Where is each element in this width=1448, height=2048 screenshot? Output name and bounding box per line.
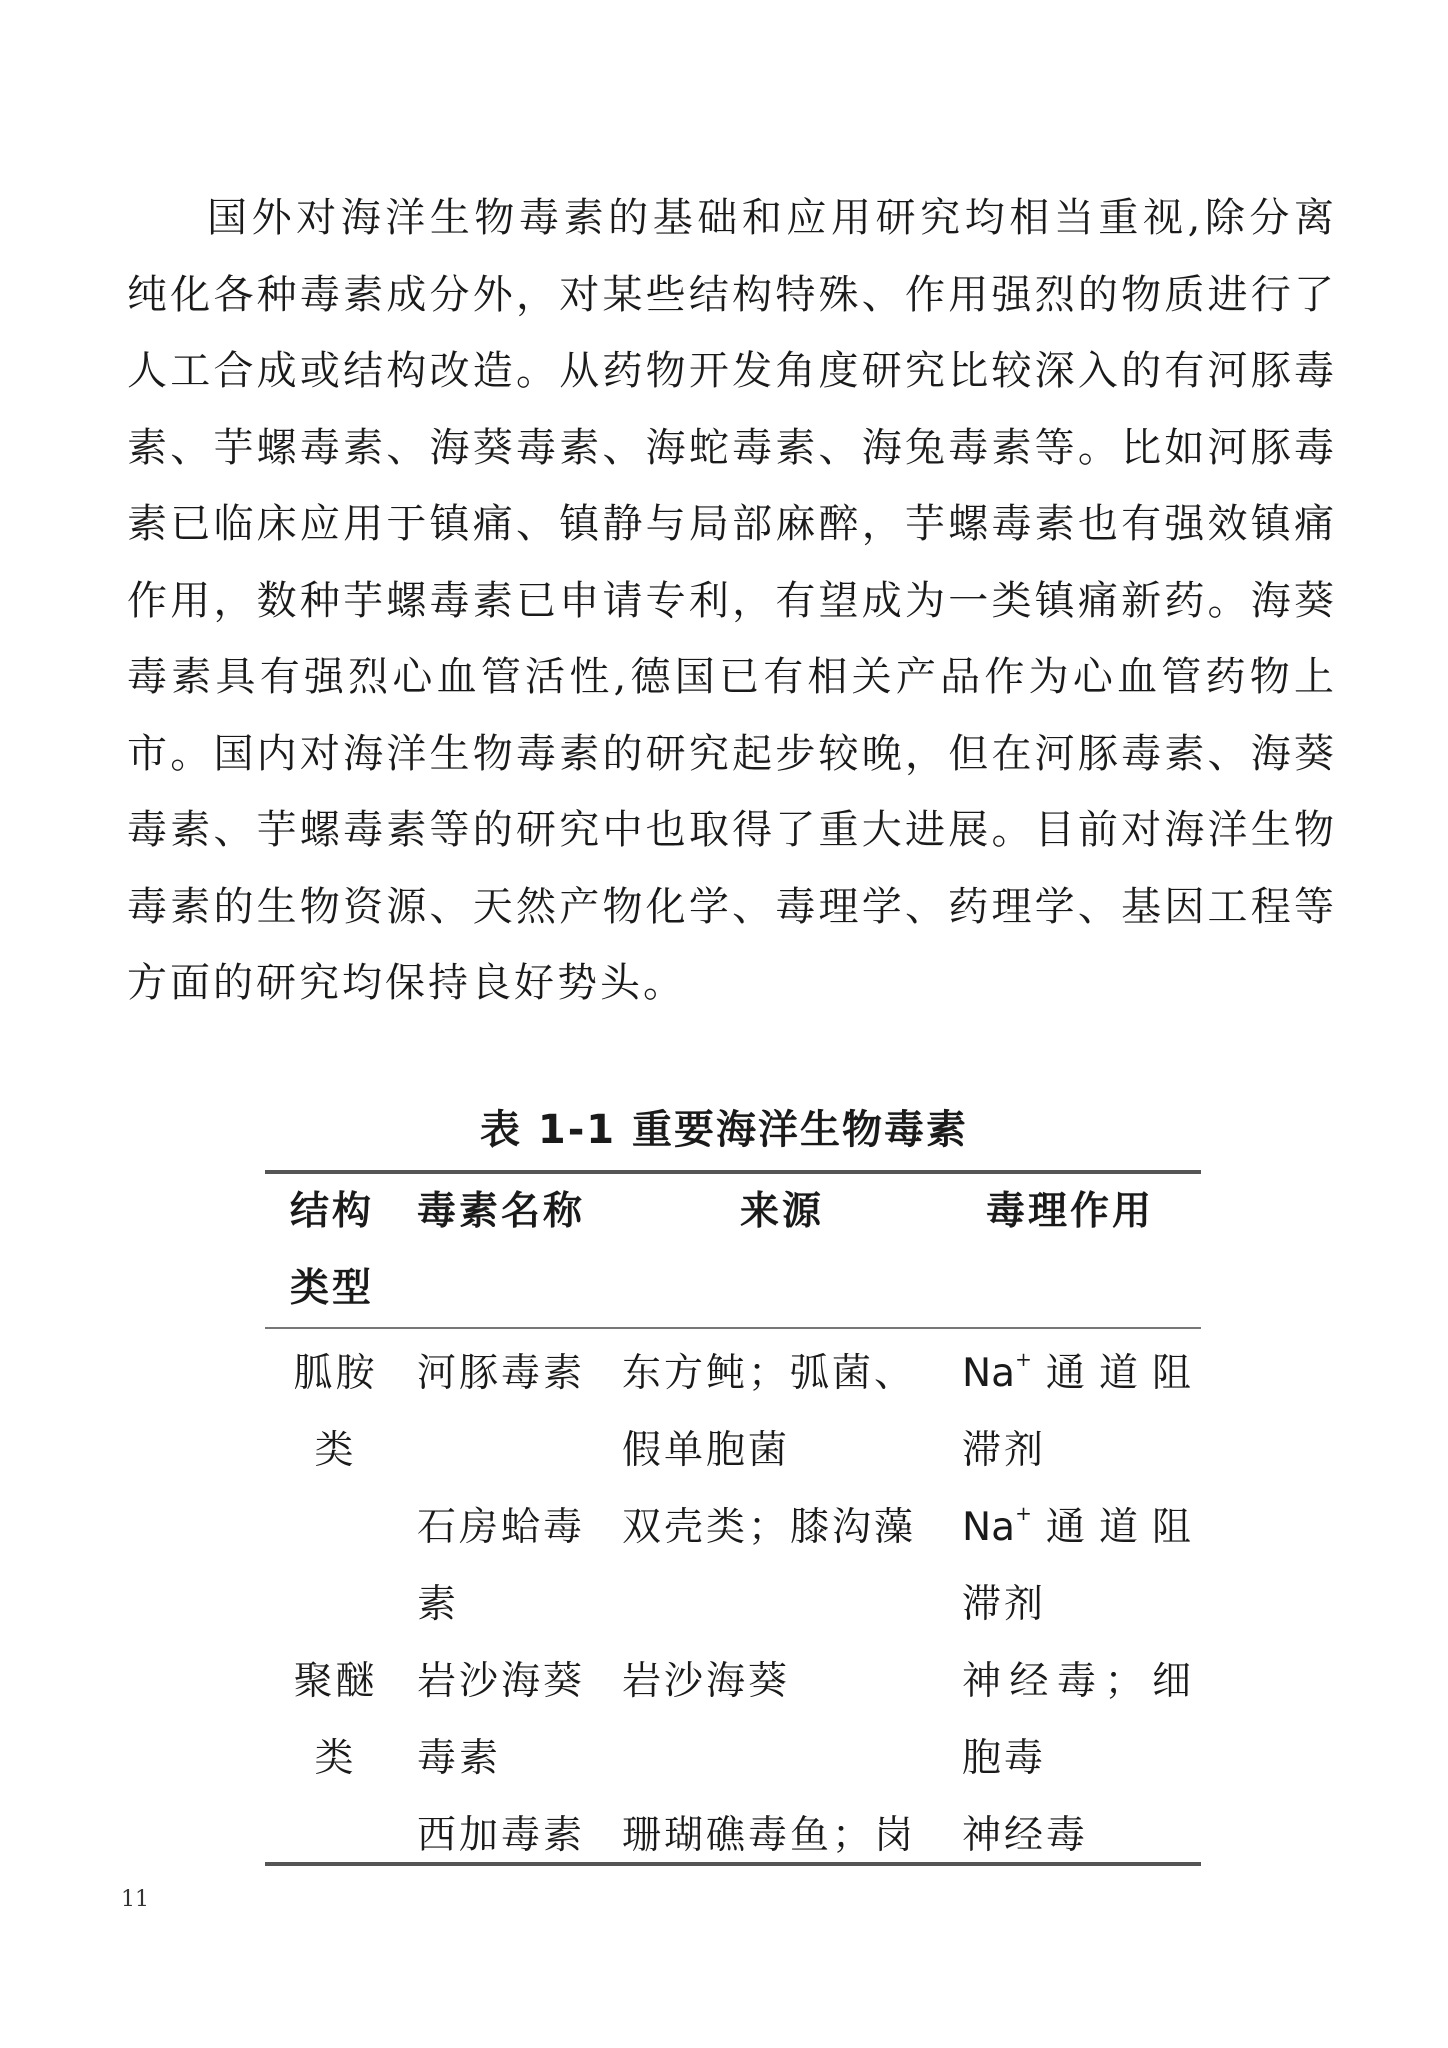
row3-source: 岩沙海葵 bbox=[622, 1659, 791, 1704]
row2-name: 石房蛤毒素 bbox=[417, 1505, 586, 1627]
row4-action: 神经毒 bbox=[962, 1813, 1089, 1858]
row1-action bbox=[962, 1335, 1194, 1489]
row3-structure: 聚醚类 bbox=[293, 1659, 378, 1781]
header-structure-type: 结构类型 bbox=[290, 1189, 375, 1311]
header-toxicological-action: 毒理作用 bbox=[985, 1189, 1154, 1234]
row1-action-text: 通道阻滞剂 bbox=[962, 1351, 1194, 1473]
body-paragraph: 国外对海洋生物毒素的基础和应用研究均相当重视,除分离纯化各种毒素成分外，对某些结构特殊、作用强烈的物质进行了人工合成或结构改造。从药物开发角度研究比较深入的有河豚毒素、芋螺毒素、海葵毒素、海蛇毒素、海兔毒素等。比如河豚毒素已临床应用于镇痛、镇静与局部麻醉，芋螺毒素也有强效镇痛作用，数种芋螺毒素已申请专利，有望成为一类镇痛新药。海葵毒素具有强烈心血管活性,德国已有相关产品作为心血管药物上市。国内对海洋生物毒素的研究起步较晚，但在河豚毒素、海葵毒素、芋螺毒素等的研究中也取得了重大进展。目前对海洋生物毒素的生物资源、天然产物化学、毒理学、药理学、基因工程等方面的研究均保持良好势头。 bbox=[127, 195, 1337, 1006]
row1-source: 东方鲀；弧菌、假单胞菌 bbox=[622, 1351, 917, 1473]
table-header-rule bbox=[265, 1327, 1201, 1329]
row2-action-ion: Na bbox=[962, 1505, 1016, 1550]
row1-structure: 胍胺类 bbox=[293, 1351, 378, 1473]
row2-source: 双壳类；膝沟藻 bbox=[622, 1505, 917, 1550]
row4-name: 西加毒素 bbox=[417, 1813, 586, 1858]
row4-source: 珊瑚礁毒鱼；岗 bbox=[622, 1813, 917, 1858]
table-bottom-rule bbox=[265, 1862, 1201, 1866]
row3-name: 岩沙海葵毒素 bbox=[417, 1659, 586, 1781]
page-number: 11 bbox=[121, 1887, 149, 1912]
row1-action-ion: Na bbox=[962, 1351, 1016, 1396]
row1-action-charge: + bbox=[1015, 1347, 1035, 1371]
row2-action-text: 通道阻滞剂 bbox=[962, 1505, 1194, 1627]
row1-name: 河豚毒素 bbox=[417, 1351, 586, 1396]
row2-action bbox=[962, 1489, 1194, 1643]
table-caption: 表 1-1 重要海洋生物毒素 bbox=[479, 1107, 969, 1153]
header-toxin-name: 毒素名称 bbox=[417, 1189, 586, 1234]
header-source: 来源 bbox=[739, 1189, 824, 1234]
row3-action: 神经毒；细胞毒 bbox=[962, 1659, 1194, 1781]
row2-action-charge: + bbox=[1015, 1501, 1035, 1525]
